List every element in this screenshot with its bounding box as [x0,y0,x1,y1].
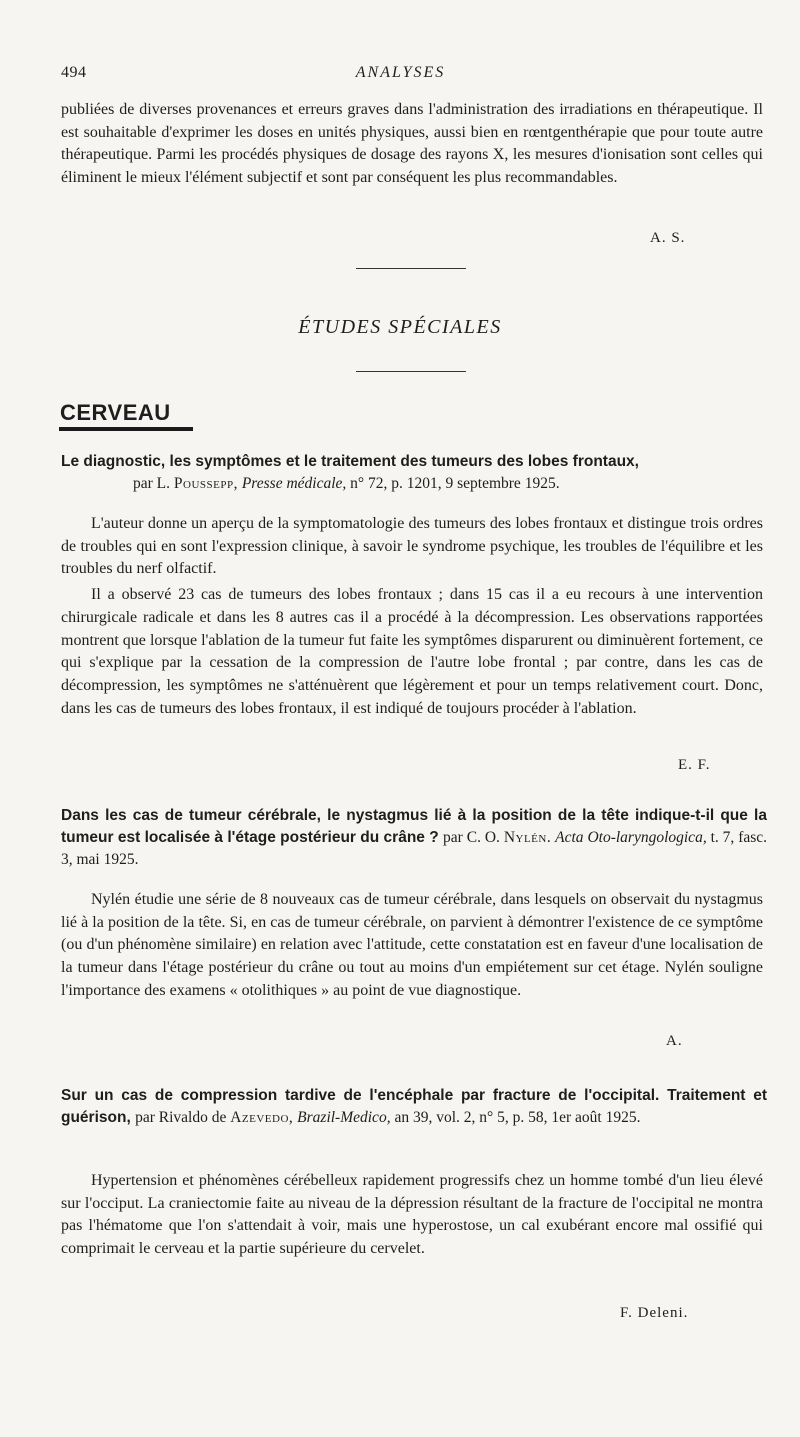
subsection-heading: CERVEAU [60,400,171,425]
article-2-heading [61,805,767,871]
intro-signature: A. S. [650,230,686,246]
article-title: Le diagnostic, les symptômes et le traitement des tumeurs des lobes frontaux, [61,453,639,470]
subsection-underline [59,427,193,431]
page-number: 494 [61,64,87,81]
article-paragraph: Hypertension et phénomènes cérébelleux rapidement progressifs chez un homme tombé d'un lieu élevé sur l'occiput. La craniectomie faite au niveau de la dépression résultant de la fracture de l'occipital ne montra pas l'hématome que l'on s'attendait à voir, mais une hyperostose, un cal exubérant encore mal ossifié qui comprimait le cerveau et la partie supérieure du cervelet. [61,1172,763,1258]
running-title: ANALYSES [355,64,446,81]
divider-top [356,268,466,269]
article-1-body [61,513,763,720]
article-reference: par C. O. Nylén. Acta Oto-laryngologica, t. 7, fasc. 3, mai 1925. [61,829,768,868]
article-3-body [61,1170,763,1261]
article-1-signature: E. F. [678,757,711,773]
article-paragraph: Nylén étudie une série de 8 nouveaux cas de tumeur cérébrale, dans lesquels on observait du nystagmus lié à la position de la tête. Si, en cas de tumeur cérébrale, on parvient à démontrer l'existence de ce symptôme (ou d'un phénomène similaire) en relation avec l'attitude, cette constatation est en faveur d'une localisation de la tumeur dans l'étage postérieur du crâne ou tout au moins d'un empiétement sur cet étage. Nylén souligne l'importance des examens « otolithiques » au point de vue diagnostique. [61,891,763,999]
article-3-heading [61,1085,767,1129]
section-title: ÉTUDES SPÉCIALES [298,316,502,338]
article-reference: par Rivaldo de Azevedo, Brazil-Medico, an 39, vol. 2, n° 5, p. 58, 1er août 1925. [135,1109,641,1126]
article-3-signature: F. Deleni. [620,1305,689,1321]
article-1-heading [61,451,767,495]
article-title: Dans les cas de tumeur cérébrale, le nystagmus lié à la position de la tête indique-t-il que la tumeur est localisée à l'étage postérieur du crâne ? [61,807,767,846]
article-paragraph: L'auteur donne un aperçu de la symptomatologie des tumeurs des lobes frontaux et distingue trois ordres de troubles qui en sont l'expression clinique, à savoir le syndrome psychique, les troubles de l'équilibre et les troubles du nerf olfactif. [61,515,763,578]
page-header [61,64,740,88]
article-title: Sur un cas de compression tardive de l'encéphale par fracture de l'occipital. Traitement et guérison, [61,1087,767,1126]
article-2-signature: A. [666,1033,683,1049]
article-2-body [61,889,763,1003]
article-reference: par L. Poussepp, Presse médicale, n° 72, p. 1201, 9 septembre 1925. [133,475,560,492]
article-paragraph: Il a observé 23 cas de tumeurs des lobes frontaux ; dans 15 cas il a eu recours à une intervention chirurgicale radicale et dans les 8 autres cas il a procédé à la décompression. Les observations rapportées montrent que lorsque l'ablation de la tumeur fut faite les symptômes disparurent ou diminuèrent fortement, ce qui s'explique par la cessation de la compression de l'autre lobe frontal ; par contre, dans les cas de décompression, les symptômes ne s'atténuèrent que légèrement et pour un temps relativement court. Donc, dans les cas de tumeurs des lobes frontaux, il est indiqué de toujours procéder à l'ablation. [61,586,763,717]
intro-paragraph: publiées de diverses provenances et erreurs graves dans l'administration des irradiations en thérapeutique. Il est souhaitable d'exprimer les doses en unités physiques, aussi bien en rœntgenthérapie que pour toute autre thérapeutique. Parmi les procédés physiques de dosage des rayons X, les mesures d'ionisation sont celles qui éliminent le mieux l'élément subjectif et sont par conséquent les plus recommandables. [61,101,763,187]
divider-bottom [356,371,466,372]
